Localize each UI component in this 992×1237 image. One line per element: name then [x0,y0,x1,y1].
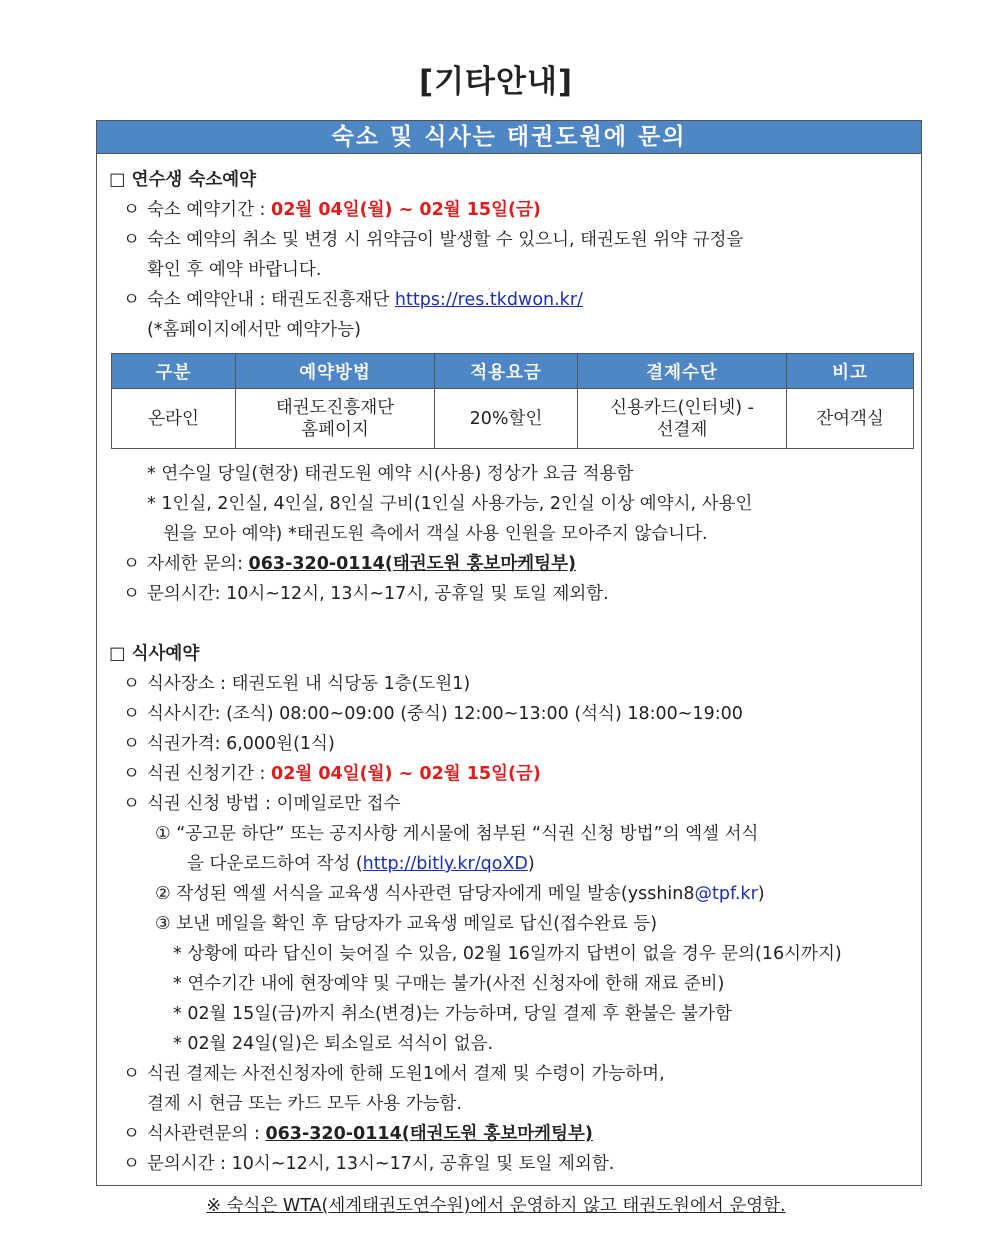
meal-payment-cont: 결제 시 현금 또는 카드 모두 사용 가능함. [147,1094,462,1114]
meal-sub-2: * 연수기간 내에 현장예약 및 구매는 불가(사전 신청자에 한해 재료 준비) [173,974,725,994]
info-box [96,120,922,1186]
lodging-guide: ㅇ 숙소 예약안내 : 태권도진흥재단 https://res.tkdwon.kr/ [123,290,583,310]
bullet: ㅇ [123,1064,140,1084]
lodging-note-1: * 연수일 당일(현장) 태권도원 예약 시(사용) 정상가 요금 적용함 [147,464,634,484]
banner: 숙소 및 식사는 태권도원에 문의 [97,121,921,154]
meal-step-3: ③ 보낸 메일을 확인 후 담당자가 교육생 메일로 답신(접수완료 등) [155,914,658,934]
table-row [112,389,914,449]
lodging-guide-note: (*홈페이지에서만 예약가능) [147,320,361,340]
table-cell: 태권도진흥재단 홈페이지 [236,389,435,449]
bullet: ㅇ [123,200,140,220]
bullet: ㅇ [123,674,140,694]
meal-step-2: ② 작성된 엑셀 서식을 교육생 식사관련 담당자에게 메일 발송(ysshin8@tpf.kr) [155,884,765,904]
lodging-period-value: 02월 04일(월) ~ 02월 15일(금) [271,200,541,220]
form-link[interactable]: http://bitly.kr/qoXD [362,854,528,874]
meal-contact: ㅇ 식사관련문의 : 063-320-0114(태권도원 홍보마케팅부) [123,1124,593,1144]
table-header: 예약방법 [236,354,435,389]
meal-payment: ㅇ 식권 결제는 사전신청자에 한해 도원1에서 결제 및 수령이 가능하며, [123,1064,665,1084]
meal-time: ㅇ 식사시간: (조식) 08:00~09:00 (중식) 12:00~13:00 (석식) 18:00~19:00 [123,704,743,724]
meal-sub-3: * 02월 15일(금)까지 취소(변경)는 가능하며, 당일 결제 후 환불은 불가함 [173,1004,732,1024]
lodging-cancel-cont: 확인 후 예약 바랍니다. [147,260,322,280]
reservation-link[interactable]: https://res.tkdwon.kr/ [394,290,583,310]
table-cell: 신용카드(인터넷) - 선결제 [578,389,787,449]
meal-place: ㅇ 식사장소 : 태권도원 내 식당동 1층(도원1) [123,674,471,694]
lodging-hours: ㅇ 문의시간: 10시~12시, 13시~17시, 공휴일 및 토일 제외함. [123,584,609,604]
table-cell: 20%할인 [435,389,578,449]
bullet: ㅇ [123,230,140,250]
bullet: ㅇ [123,584,140,604]
lodging-table [111,353,914,449]
meal-hours: ㅇ 문의시간 : 10시~12시, 13시~17시, 공휴일 및 토일 제외함. [123,1154,615,1174]
meal-sub-4: * 02월 24일(일)은 퇴소일로 석식이 없음. [173,1034,494,1054]
table-header: 비고 [787,354,914,389]
page-title: [기타안내] [418,64,574,100]
meal-sub-1: * 상황에 따라 답신이 늦어질 수 있음, 02월 16일까지 답변이 없을 경우 문의(16시까지) [173,944,842,964]
bullet: ㅇ [123,1154,140,1174]
lodging-note-2-cont: 원을 모아 예약) *태권도원 측에서 객실 사용 인원을 모아주지 않습니다. [163,524,708,544]
meal-contact-value: 063-320-0114(태권도원 홍보마케팅부) [265,1124,593,1144]
lodging-contact: ㅇ 자세한 문의: 063-320-0114(태권도원 홍보마케팅부) [123,554,576,574]
bullet: ㅇ [123,1124,140,1144]
table-header: 결제수단 [578,354,787,389]
table-cell: 잔여객실 [787,389,914,449]
bullet: ㅇ [123,290,140,310]
bullet: ㅇ [123,764,140,784]
table-cell: 온라인 [112,389,236,449]
meal-period: ㅇ 식권 신청기간 : 02월 04일(월) ~ 02월 15일(금) [123,764,541,784]
bullet: ㅇ [123,704,140,724]
meal-step-1-cont: 을 다운로드하여 작성 (http://bitly.kr/qoXD) [187,854,535,874]
meal-period-value: 02월 04일(월) ~ 02월 15일(금) [271,764,541,784]
lodging-period: ㅇ 숙소 예약기간 : 02월 04일(월) ~ 02월 15일(금) [123,200,541,220]
footer-note: ※ 숙식은 WTA(세계태권도연수원)에서 운영하지 않고 태권도원에서 운영함. [206,1196,786,1216]
meal-price: ㅇ 식권가격: 6,000원(1식) [123,734,335,754]
meal-step-1: ① “공고문 하단” 또는 공지사항 게시물에 첨부된 “식권 신청 방법”의 엑셀 서식 [155,824,759,844]
table-header: 적용요금 [435,354,578,389]
lodging-note-2: * 1인실, 2인실, 4인실, 8인실 구비(1인실 사용가능, 2인실 이상 예약시, 사용인 [147,494,753,514]
meal-method: ㅇ 식권 신청 방법 : 이메일로만 접수 [123,794,401,814]
meal-heading: □ 식사예약 [109,644,200,664]
email-domain[interactable]: @tpf.kr [694,884,758,904]
lodging-heading: □ 연수생 숙소예약 [109,170,257,190]
bullet: ㅇ [123,734,140,754]
bullet: ㅇ [123,554,140,574]
table-header: 구분 [112,354,236,389]
bullet: ㅇ [123,794,140,814]
lodging-contact-value: 063-320-0114(태권도원 홍보마케팅부) [248,554,576,574]
lodging-cancel: ㅇ 숙소 예약의 취소 및 변경 시 위약금이 발생할 수 있으니, 태권도원 위약 규정을 [123,230,744,250]
